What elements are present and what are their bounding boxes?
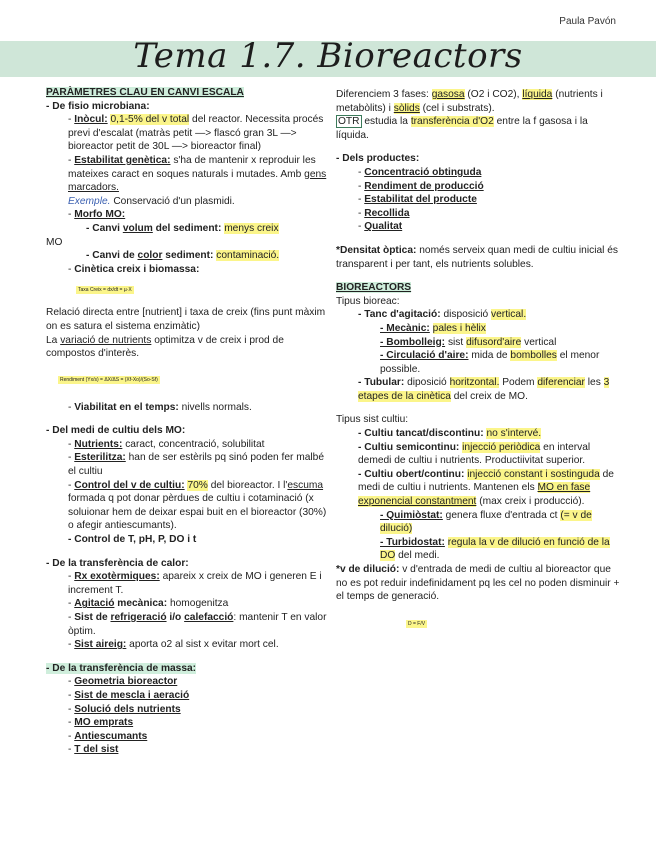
- fases-paragraph: Diferenciem 3 fases: gasosa (O2 i CO2), líquida (nutrients i metabòlits) i sòlids (cel i substrats).: [336, 89, 603, 114]
- canvi-volum-tail: MO: [46, 236, 63, 248]
- circulacio-line: - Circulació d'aire: mida de bombolles el menor possible.: [380, 350, 600, 375]
- esterilitza-line: - Esterilitza: han de ser estèrils pq sinó poden fer malbé el cultiu: [68, 452, 324, 478]
- formula-rendiment: Rendiment (Yx/s) = ΔX/ΔS = (Xf-Xo)/(So-Sf): [60, 376, 158, 383]
- tipus-sist: Tipus sist cultiu:: [336, 414, 409, 426]
- aireig-line: - Sist aireig: aporta o2 al sist x evitar mort cel.: [68, 639, 279, 651]
- list-item: - MO emprats: [68, 717, 134, 729]
- section-heading: BIOREACTORS: [336, 282, 412, 294]
- left-column: [46, 86, 328, 757]
- list-item: - Concentració obtinguda: [358, 166, 482, 178]
- bombolleig-line: - Bombolleig: sist difusord'aire vertical: [380, 336, 557, 348]
- list-item: - T del sist: [68, 744, 119, 756]
- tipus-bioreac: Tipus bioreac:: [336, 295, 400, 307]
- semicontinu-line: - Cultiu semicontinu: injecció periòdica en interval demedi de cultiu i nutrients. Productiivitat superior.: [358, 441, 591, 467]
- inocul-paragraph: - Inòcul: 0,1-5% del v total del reactor. Necessita procés previ d'escalat (matràs petit —> flascó gran 3L —> bioreactor petit de 30L —> bioreactor final): [68, 114, 324, 153]
- nutrients-line: - Nutrients: caract, concentració, solubilitat: [68, 438, 265, 450]
- list-item: - Rendiment de producció: [358, 180, 484, 192]
- formula-dilucio: D = F/V: [408, 620, 426, 627]
- tubular-line: - Tubular: diposició horitzontal. Podem diferenciar les 3 etapes de la cinètica del creix de MO.: [358, 377, 610, 402]
- obert-line: - Cultiu obert/continu: injecció constant i sostinguda de medi de cultiu i nutrients. Mantenen els MO en fase exponencial constantment (max creix i producció).: [358, 468, 614, 508]
- relacio-paragraph: Relació directa entre [nutrient] i taxa de creix (fins punt màxim on es satura el sistema enzimàtic): [46, 307, 326, 332]
- list-item: - Solució dels nutrients: [68, 703, 181, 715]
- agitacio-line: - Agitació mecànica: homogenitza: [68, 598, 229, 610]
- page-title: Tema 1.7. Bioreactors: [133, 36, 523, 76]
- morfo-heading: - Morfo MO:: [68, 209, 126, 221]
- productes-list: [336, 166, 620, 234]
- densitat-paragraph: *Densitat òptica: només serveix quan medi de cultiu inicial és transparent i per tant, els nutrients solubles.: [336, 244, 618, 270]
- tanc-line: - Tanc d'agitació: disposició vertical.: [358, 309, 527, 321]
- exemple-line: Exemple. Conservació d'un plasmidi.: [68, 195, 235, 207]
- mecanic-line: - Mecànic: pales i hèlix: [380, 322, 486, 334]
- otr-paragraph: OTR estudia la transferència d'O2 entre la f gasosa i la líquida.: [336, 116, 588, 141]
- list-item: - Geometria bioreactor: [68, 676, 178, 688]
- variacio-paragraph: La variació de nutrients optimitza v de creix i prod de compostos d'interès.: [46, 334, 284, 360]
- subsection-heading: - De la transferència de calor:: [46, 557, 189, 569]
- subsection-heading: - De fisio microbiana:: [46, 100, 150, 112]
- refrigeracio-line: - Sist de refrigeració i/o calefacció: mantenir T en valor òptim.: [68, 612, 327, 637]
- subsection-heading: - Del medi de cultiu dels MO:: [46, 425, 186, 437]
- formula-taxa-creix: Taxa Creix = dx/dt = µ·X: [78, 287, 132, 294]
- quimiostat-line: - Quimiòstat: genera fluxe d'entrada ct (= v de dilució): [380, 509, 592, 535]
- list-item: - Estabilitat del producte: [358, 194, 477, 206]
- list-item: - Sist de mescla i aeració: [68, 689, 190, 701]
- list-item: - Antiescumants: [68, 730, 148, 742]
- turbidostat-line: - Turbidostat: regula la v de dilució en funció de la DO del medi.: [380, 536, 610, 562]
- list-item: - Qualitat: [358, 221, 403, 233]
- canvi-color-line: - Canvi de color sediment: contaminació.: [86, 250, 280, 262]
- author-name: Paula Pavón: [559, 16, 616, 27]
- massa-list: [46, 675, 328, 757]
- canvi-volum-line: - Canvi volum del sediment: menys creix: [86, 222, 279, 234]
- viabilitat-line: - Viabilitat en el temps: nivells normals.: [68, 401, 252, 413]
- cinetica-heading: - Cinètica creix i biomassa:: [68, 263, 200, 275]
- estabilitat-paragraph: - Estabilitat genètica: s'ha de mantenir x reproduir les mateixes caract en soques naturals i mutades. Amb gens marcadors.: [68, 154, 327, 194]
- tancat-line: - Cultiu tancat/discontinu: no s'intervé.: [358, 428, 542, 440]
- rx-line: - Rx exotèrmiques: apareix x creix de MO i generen E i increment T.: [68, 571, 322, 596]
- subsection-heading: - Dels productes:: [336, 153, 420, 165]
- vdilucio-paragraph: *v de dilució: v d'entrada de medi de cultiu al bioreactor que no es pot reduir indefinidament pq les cel no poden disminuir + el temps de generació.: [336, 564, 620, 603]
- control-t-line: - Control de T, pH, P, DO i t: [68, 534, 197, 546]
- control-line: - Control del v de cultiu: 70% del bioreactor. I l'escuma formada q pot donar pèrdues de cultiu i cotaminació (x soluionar hem de deixar espai buit en el bioreactor (30%) o afegir antiescumants).: [68, 479, 327, 532]
- section-heading: PARÀMETRES CLAU EN CANVI ESCALA: [46, 87, 244, 98]
- right-column: [336, 88, 620, 654]
- list-item: - Recollida: [358, 207, 410, 219]
- subsection-heading: - De la transferència de massa:: [46, 662, 197, 674]
